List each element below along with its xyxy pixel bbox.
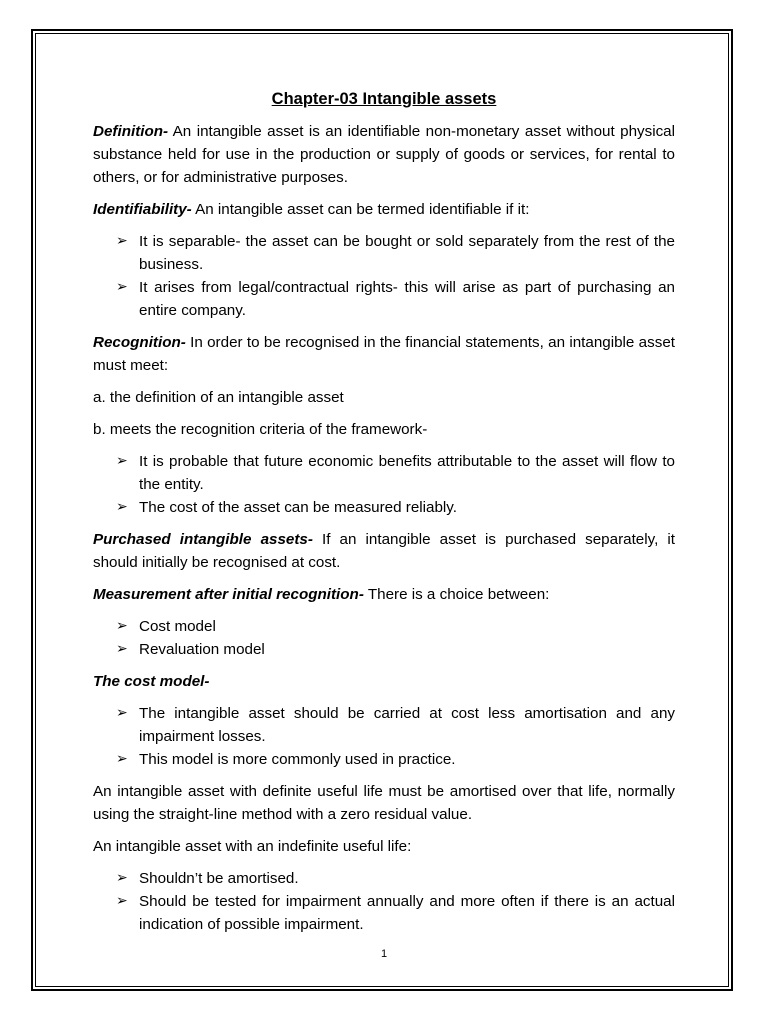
list-item bbox=[93, 230, 675, 276]
definition-text: An intangible asset is an identifiable non-monetary asset without physical substance held for use in the production or supply of goods or services, for rental to others, or for administrative purposes. bbox=[93, 123, 675, 186]
list-item bbox=[93, 615, 675, 638]
cost-model-term: The cost model- bbox=[93, 673, 210, 690]
cost-model-heading bbox=[93, 670, 675, 693]
cost-model-list bbox=[93, 702, 675, 771]
definite-life-paragraph: An intangible asset with definite useful life must be amortised over that life, normally using the straight-line method with a zero residual value. bbox=[93, 783, 675, 823]
definition-term: Definition- bbox=[93, 123, 169, 140]
identifiability-text: An intangible asset can be termed identifiable if it: bbox=[191, 201, 530, 218]
identifiability-paragraph bbox=[93, 198, 675, 221]
identifiability-term: Identifiability- bbox=[93, 201, 192, 218]
recognition-item-b: b. meets the recognition criteria of the framework- bbox=[93, 421, 428, 438]
recognition-paragraph bbox=[93, 331, 675, 377]
list-item-text: The cost of the asset can be measured reliably. bbox=[139, 499, 457, 516]
list-item-text: This model is more commonly used in practice. bbox=[139, 751, 456, 768]
measurement-paragraph bbox=[93, 583, 675, 606]
list-item bbox=[93, 867, 675, 890]
arrow-bullet-icon: ➢ bbox=[116, 618, 128, 634]
recognition-list bbox=[93, 450, 675, 519]
list-item-text: It arises from legal/contractual rights- this will arise as part of purchasing an entire company. bbox=[139, 279, 675, 319]
arrow-bullet-icon: ➢ bbox=[116, 279, 128, 295]
indefinite-life-list bbox=[93, 867, 675, 936]
list-item-text: Should be tested for impairment annually and more often if there is an actual indication of possible impairment. bbox=[139, 893, 675, 933]
arrow-bullet-icon: ➢ bbox=[116, 499, 128, 515]
arrow-bullet-icon: ➢ bbox=[116, 705, 128, 721]
list-item-text: Revaluation model bbox=[139, 641, 265, 658]
arrow-bullet-icon: ➢ bbox=[116, 893, 128, 909]
purchased-text: If an intangible asset is purchased separately, it should initially be recognised at cost. bbox=[93, 531, 675, 571]
purchased-term: Purchased intangible assets- bbox=[93, 531, 313, 548]
list-item bbox=[93, 890, 675, 936]
arrow-bullet-icon: ➢ bbox=[116, 641, 128, 657]
list-item bbox=[93, 748, 675, 771]
recognition-text: In order to be recognised in the financial statements, an intangible asset must meet: bbox=[93, 334, 675, 374]
list-item bbox=[93, 450, 675, 496]
indefinite-life-paragraph: An intangible asset with an indefinite useful life: bbox=[93, 838, 412, 855]
arrow-bullet-icon: ➢ bbox=[116, 453, 128, 469]
list-item bbox=[93, 276, 675, 322]
arrow-bullet-icon: ➢ bbox=[116, 233, 128, 249]
recognition-item-a: a. the definition of an intangible asset bbox=[93, 389, 344, 406]
list-item bbox=[93, 638, 675, 661]
document-body bbox=[93, 86, 675, 945]
list-item bbox=[93, 702, 675, 748]
list-item-text: Shouldn’t be amortised. bbox=[139, 870, 299, 887]
list-item-text: The intangible asset should be carried at cost less amortisation and any impairment losses. bbox=[139, 705, 675, 745]
identifiability-list bbox=[93, 230, 675, 322]
list-item-text: It is separable- the asset can be bought or sold separately from the rest of the business. bbox=[139, 233, 675, 273]
measurement-list bbox=[93, 615, 675, 661]
measurement-term: Measurement after initial recognition- bbox=[93, 586, 364, 603]
purchased-paragraph bbox=[93, 528, 675, 574]
list-item-text: It is probable that future economic benefits attributable to the asset will flow to the entity. bbox=[139, 453, 675, 493]
arrow-bullet-icon: ➢ bbox=[116, 751, 128, 767]
recognition-term: Recognition- bbox=[93, 334, 186, 351]
list-item bbox=[93, 496, 675, 519]
measurement-text: There is a choice between: bbox=[363, 586, 550, 603]
page-number: 1 bbox=[380, 948, 388, 960]
arrow-bullet-icon: ➢ bbox=[116, 870, 128, 886]
definition-paragraph bbox=[93, 120, 675, 189]
list-item-text: Cost model bbox=[139, 618, 216, 635]
chapter-title: Chapter-03 Intangible assets bbox=[271, 90, 497, 108]
